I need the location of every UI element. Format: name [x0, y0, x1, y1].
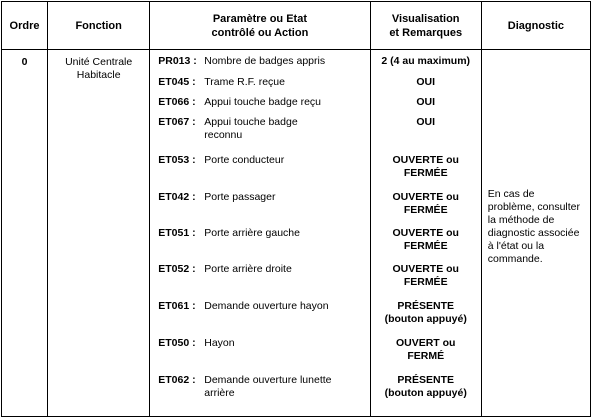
- parameter-code: ET042 :: [158, 191, 196, 203]
- value-line: FERMÉE: [403, 240, 448, 252]
- parameter-code: ET067 :: [158, 116, 196, 128]
- value-row: [371, 55, 481, 68]
- parameter-label-line: Nombre de badges appris: [204, 55, 326, 67]
- table-row: [2, 50, 591, 417]
- value-row: [371, 154, 481, 180]
- cell-visualisation: [370, 50, 481, 417]
- diagnostic-line: commande.: [487, 253, 543, 265]
- header-fonction: Fonction: [48, 2, 150, 50]
- value-line: (bouton appuyé): [384, 387, 467, 399]
- parameter-label-line: Trame R.F. reçue: [204, 76, 285, 88]
- diagnostic-line: problème, consulter: [487, 201, 581, 213]
- parameter-row: [150, 337, 369, 350]
- diagnostic-table: [1, 1, 591, 417]
- parameter-code: ET061 :: [158, 300, 196, 312]
- parameter-label-line: Demande ouverture hayon: [204, 300, 329, 312]
- parameter-row: [150, 116, 369, 142]
- value-row: [371, 300, 481, 326]
- header-row: [2, 2, 591, 50]
- value-line: OUI: [416, 96, 436, 108]
- parameter-code: ET066 :: [158, 96, 196, 108]
- parameter-code: ET062 :: [158, 374, 196, 386]
- parameter-label-line: Demande ouverture lunette: [204, 374, 332, 386]
- parameter-code: ET052 :: [158, 263, 196, 275]
- parameter-label: [204, 191, 369, 204]
- parameter-label-line: Porte arrière droite: [204, 263, 292, 275]
- parameter-label: [204, 337, 369, 350]
- value-line: OUI: [416, 116, 436, 128]
- value-row: [371, 76, 481, 89]
- parameter-row: [150, 300, 369, 313]
- parameter-row: [150, 227, 369, 240]
- header-parametre: Paramètre ou Etat contrôlé ou Action: [150, 2, 370, 50]
- parameter-label-line: reconnu: [204, 129, 243, 141]
- value-row: [371, 96, 481, 109]
- parameter-row: [150, 96, 369, 109]
- parameter-label: [204, 263, 369, 276]
- value-row: [371, 116, 481, 129]
- value-line: FERMÉE: [403, 204, 448, 216]
- diagnostic-line: En cas de: [487, 188, 535, 200]
- parameter-label: [204, 76, 369, 89]
- diagnostic-line: à l'état ou la: [487, 240, 545, 252]
- parameter-code: ET051 :: [158, 227, 196, 239]
- parameter-code: ET045 :: [158, 76, 196, 88]
- cell-parametres: [150, 50, 370, 417]
- cell-diagnostic: [481, 50, 590, 417]
- header-diagnostic: Diagnostic: [481, 2, 590, 50]
- value-line: FERMÉ: [407, 350, 445, 362]
- ordre-value: 0: [21, 56, 28, 68]
- value-line: OUVERTE ou: [392, 191, 459, 203]
- parameter-label: [204, 96, 369, 109]
- value-line: OUVERT ou: [395, 337, 456, 349]
- value-line: 2 (4 au maximum): [381, 55, 471, 67]
- parameter-label-line: Porte conducteur: [204, 154, 285, 166]
- parameter-label-line: Hayon: [204, 337, 235, 349]
- parameter-label: [204, 154, 369, 167]
- parameter-label: [204, 55, 369, 68]
- parameter-label: [204, 227, 369, 240]
- diagnostic-line: diagnostic associée: [487, 227, 580, 239]
- value-row: [371, 374, 481, 400]
- header-visualisation: Visualisation et Remarques: [370, 2, 481, 50]
- value-row: [371, 227, 481, 253]
- value-line: FERMÉE: [403, 167, 448, 179]
- parameter-row: [150, 263, 369, 276]
- parameter-row: [150, 191, 369, 204]
- parameter-row: [150, 55, 369, 68]
- value-line: PRÉSENTE: [397, 374, 454, 386]
- parameter-code: ET050 :: [158, 337, 196, 349]
- value-row: [371, 337, 481, 363]
- diagnostic-text: [482, 50, 590, 266]
- cell-fonction: [48, 50, 150, 417]
- parameter-label: [204, 374, 369, 400]
- value-line: PRÉSENTE: [397, 300, 454, 312]
- value-line: OUI: [416, 76, 436, 88]
- parameter-label: [204, 116, 369, 142]
- value-line: OUVERTE ou: [392, 154, 459, 166]
- value-line: FERMÉE: [403, 276, 448, 288]
- value-line: OUVERTE ou: [392, 263, 459, 275]
- parameter-row: [150, 76, 369, 89]
- parameter-row: [150, 154, 369, 167]
- parameter-label-line: arrière: [204, 387, 235, 399]
- parameter-label-line: Appui touche badge: [204, 116, 298, 128]
- value-row: [371, 263, 481, 289]
- diagnostic-line: la méthode de: [487, 214, 555, 226]
- value-row: [371, 191, 481, 217]
- parameter-code: PR013 :: [158, 55, 197, 67]
- parameter-label-line: Porte passager: [204, 191, 276, 203]
- parameter-label: [204, 300, 369, 313]
- parameter-label-line: Porte arrière gauche: [204, 227, 300, 239]
- parameter-row: [150, 374, 369, 400]
- header-ordre: Ordre: [2, 2, 48, 50]
- parameter-label-line: Appui touche badge reçu: [204, 96, 322, 108]
- value-line: (bouton appuyé): [384, 313, 467, 325]
- fonction-value: Unité Centrale Habitacle: [65, 56, 133, 81]
- parameter-code: ET053 :: [158, 154, 196, 166]
- cell-ordre: [2, 50, 48, 417]
- value-line: OUVERTE ou: [392, 227, 459, 239]
